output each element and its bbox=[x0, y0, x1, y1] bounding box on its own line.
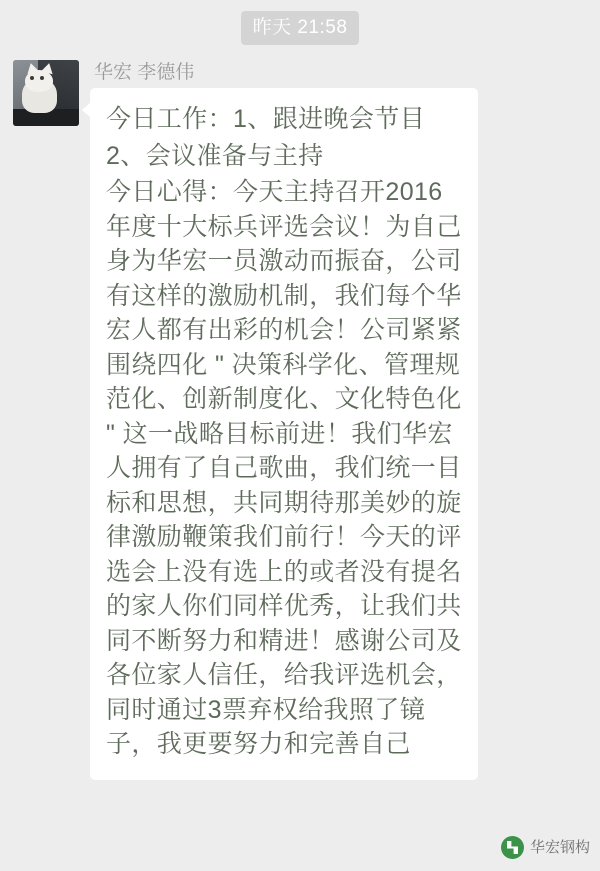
message-column bbox=[90, 60, 478, 780]
avatar[interactable] bbox=[13, 60, 79, 126]
message-row bbox=[0, 45, 600, 780]
message-timestamp: 昨天 21:58 bbox=[241, 11, 360, 45]
cat-eye-right-icon bbox=[40, 76, 44, 80]
message-paragraph: 2、会议准备与主持 bbox=[106, 141, 324, 170]
huahong-logo-icon bbox=[501, 836, 524, 859]
watermark-label: 华宏钢构 bbox=[529, 839, 590, 856]
message-bubble-wrapper bbox=[90, 88, 478, 780]
message-paragraph: 今日心得：今天主持召开2016年度十大标兵评选会议！为自己身为华宏一员激动而振奋，公司有这样的激励机制，我们每个华宏人都有出彩的机会！公司紧紧围绕四化 " 决策科学化、管理规范化、创新制度化、文化特色化 " 这一战略目标前进！我们华宏人拥有了自己歌曲，我们统一目标和思想，共同期待那美妙的旋律激励鞭策我们前行！今天的评选会上没有选上的或者没有提名的家人你们同样优秀，让我们共同不断努力和精进！感谢公司及各位家人信任，给我评选机会，同时通过3票弃权给我照了镜子，我更要努力和完善自己 bbox=[106, 178, 462, 758]
message-bubble[interactable] bbox=[90, 88, 478, 780]
sender-name: 华宏 李德伟 bbox=[94, 62, 195, 83]
watermark bbox=[501, 836, 590, 859]
cat-eye-left-icon bbox=[30, 76, 34, 80]
timestamp-row bbox=[0, 0, 600, 45]
message-paragraph: 今日工作：1、跟进晚会节目 bbox=[106, 105, 426, 133]
